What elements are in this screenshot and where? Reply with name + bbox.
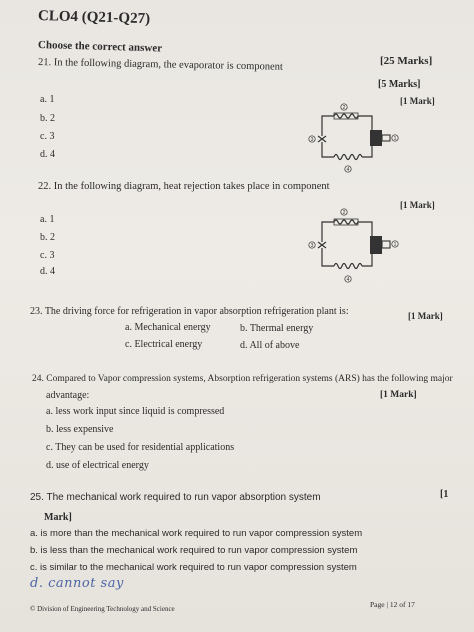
q21-text: 21. In the following diagram, the evaporator is component [37,57,283,73]
q22-marks: [1 Mark] [400,200,435,210]
compressor-piston-2 [382,241,390,248]
refrigeration-cycle-diagram-1 [300,102,400,176]
q24-option-b[interactable]: b. less expensive [46,424,114,435]
pipe-right-top [364,116,372,130]
q24-text-continued: advantage: [46,390,90,401]
compressor-piston [382,135,390,141]
q23-option-b[interactable]: b. Thermal energy [240,323,314,334]
expansion-valve [318,136,326,142]
diagram1-label-1: 1 [393,136,397,142]
diagram2-label-4: 4 [346,277,350,283]
compressor-body-2 [370,236,382,254]
q22-option-c[interactable]: c. 3 [40,250,55,261]
expansion-valve-2 [318,242,326,248]
q21-option-c[interactable]: c. 3 [40,131,55,142]
instruction: Choose the correct answer [37,39,163,55]
q23-option-d[interactable]: d. All of above [240,340,300,351]
evaporator-coil-2 [330,220,364,224]
q23-text: 23. The driving force for refrigeration in vapor absorption refrigeration plant is: [30,306,349,317]
diagram1-label-3: 3 [310,137,314,143]
diagram2-label-2: 2 [342,210,346,216]
q24-text: 24. Compared to Vapor compression systems, Absorption refrigeration systems (ARS) has the following major [32,374,453,384]
q25-text: 25. The mechanical work required to run vapor absorption system [30,492,321,503]
diagram1-label-4: 4 [346,167,350,173]
evaporator-coil [330,114,364,118]
q22-option-b[interactable]: b. 2 [40,232,55,243]
condenser-coil [334,155,362,160]
q23-option-a[interactable]: a. Mechanical energy [125,322,211,333]
q21-marks: [1 Mark] [400,96,435,106]
q24-option-a[interactable]: a. less work input since liquid is compressed [46,406,225,417]
q21-option-d[interactable]: d. 4 [40,149,55,160]
q25-option-b[interactable]: b. is less than the mechanical work required to run vapor compression system [30,545,358,556]
pipe-right-bottom [362,146,372,157]
diagram2-label-1: 1 [393,242,397,248]
q25-marks-close: Mark] [44,512,72,523]
pipe-right-top-2 [364,222,372,236]
diagram1-label-2: 2 [342,105,346,111]
q25-option-c[interactable]: c. is similar to the mechanical work required to run vapor compression system [30,562,357,573]
pipe-left-bottom [322,142,334,157]
q25-marks-open: [1 [440,489,449,500]
section-title: CLO4 (Q21-Q27) [37,8,151,28]
handwritten-answer: d. cannot say [30,576,124,591]
pipe-left-top-2 [322,222,330,242]
q21-option-a[interactable]: a. 1 [40,94,55,105]
q21-section-marks: [5 Marks] [378,79,421,90]
pipe-right-bottom-2 [362,254,372,266]
condenser-coil-2 [334,264,362,269]
q24-marks: [1 Mark] [380,390,417,400]
compressor-body [370,130,382,146]
refrigeration-cycle-diagram-2 [300,206,400,286]
footer-page-number: Page | 12 of 17 [370,600,415,609]
q23-marks: [1 Mark] [408,311,443,321]
q22-text: 22. In the following diagram, heat rejection takes place in component [38,181,330,192]
q25-option-a[interactable]: a. is more than the mechanical work required to run vapor compression system [30,528,363,539]
q23-option-c[interactable]: c. Electrical energy [125,339,203,350]
q21-option-b[interactable]: b. 2 [40,113,55,124]
q22-option-a[interactable]: a. 1 [40,214,55,225]
q22-option-d[interactable]: d. 4 [40,266,55,277]
total-marks: [25 Marks] [380,55,433,67]
q24-option-d[interactable]: d. use of electrical energy [46,460,149,471]
diagram2-label-3: 3 [310,243,314,249]
pipe-left-top [322,116,330,136]
footer-copyright: © Division of Engineering Technology and Science [30,605,175,613]
pipe-left-bottom-2 [322,248,334,266]
q24-option-c[interactable]: c. They can be used for residential applications [46,442,235,453]
